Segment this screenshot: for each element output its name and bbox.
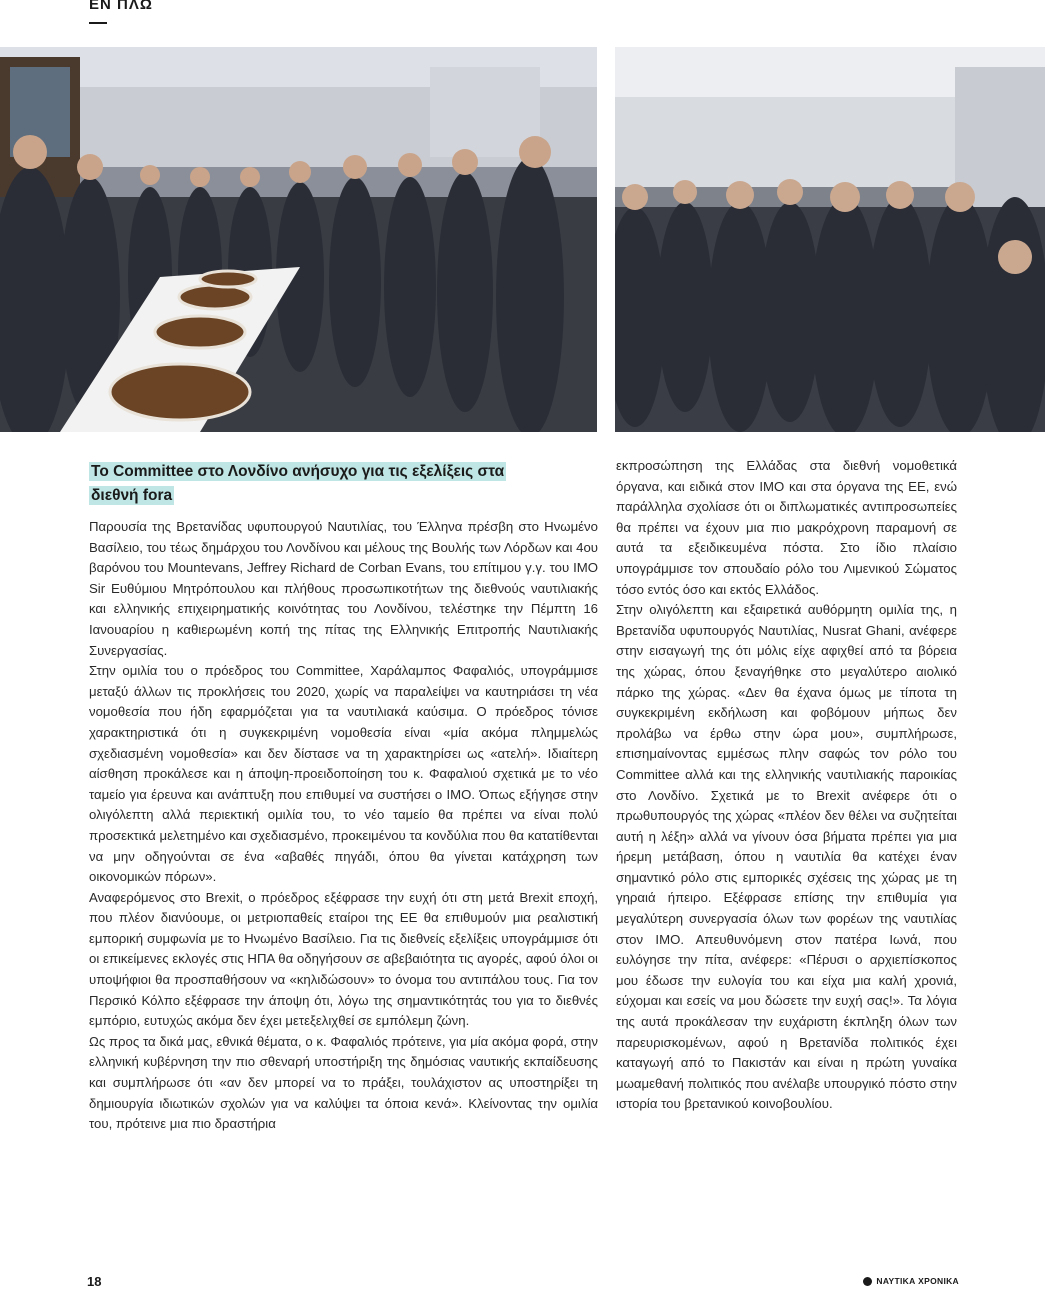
paragraph: Παρουσία της Βρετανίδας υφυπουργού Ναυτιλίας, του Έλληνα πρέσβη στο Ηνωμένο Βασίλειο, του τέως δημάρχου του Λονδίνου και μέλους της Βουλής των Λόρδων και 4ου βαρόνου του Mountevans, Jeffrey Richard de Corban Evans, του επίτιμου γ.γ. του ΙΜΟ Sir Ευθύμιου Μητρόπουλου και πλήθους προσωπικοτήτων της διεθνούς ναυτιλιακής και ελληνικής επιχειρηματικής κοινότητας του Λονδίνου, τελέστηκε την Πέμπτη 16 Ιανουαρίου η καθιερωμένη κοπή της πίτας της Ελληνικής Επιτροπής Ναυτιλιακής Συνεργασίας. [89,519,598,658]
footer-brand [863,1276,959,1286]
paragraph: Αναφερόμενος στο Brexit, ο πρόεδρος εξέφρασε την ευχή ότι στη μετά Brexit εποχή, που πλέον διανύουμε, οι μετριοπαθείς εταίροι της ΕΕ θα επιθυμούν μια ρεαλιστική εμπορική συμφωνία με το Ηνωμένο Βασίλειο. Για τις διεθνείς εξελίξεις υπογράμμισε ότι οι επικείμενες εκλογές στις ΗΠΑ θα οδηγήσουν σε αβεβαιότητα τις αγορές, αφού όλοι οι υποψήφιοι θα προσπαθήσουν να «κηλιδώσουν» το όνομα του αντιπάλου τους. Για τον Περσικό Κόλπο εξέφρασε την άποψη ότι, λόγω της σημαντικότητάς του για το διεθνές εμπόριο, ευτυχώς ακόμα δεν έχει μετεξελιχθεί σε εμπόλεμη ζώνη. [89,889,598,1029]
article-headline: Το Committee στο Λονδίνο ανήσυχο για τις εξελίξεις στα διεθνή fora [91,463,505,504]
brand-logo-icon [863,1277,872,1286]
paragraph: Στην ολιγόλεπτη και εξαιρετικά αυθόρμητη ομιλία της, η Βρετανίδα υφυπουργός Ναυτιλίας, Nusrat Ghani, ανέφερε στην εισαγωγή της ότι μόλις είχε αφιχθεί από τα βόρεια της χώρας, όπου ξεναγήθηκε στο μεγαλύτερο αιολικό πάρκο της χώρας. «Δεν θα έχανα όμως με τίποτα τη συγκεκριμένη εκδήλωση και φοβόμουν μήπως δεν προλάβω να έρθω στην ώρα μου», συμπλήρωσε, επισημαίνοντας εμμέσως πλην σαφώς τον ρόλο του Committee αλλά και της ελληνικής ναυτιλιακής παροικίας στο Λονδίνο. Σχετικά με το Brexit ανέφερε ότι ο πρωθυπουργός της χώρας «πλέον δεν θέλει να συζητείται αυτή η λέξη» αλλά να γίνουν όσα βήματα πρέπει για μια ήρεμη μετάβαση, όπου η ναυτιλία θα κατέχει έναν σημαντικό ρόλο στις εμπορικές σχέσεις της χώρας με τη γηραιά ήπειρο. Εξέφρασε επίσης την επιθυμία για μεγαλύτερη συνεργασία όλων των φορέων της ναυτιλίας στον ΙΜΟ. Απευθυνόμενη στον πατέρα Ιωνά, που ευλόγησε την πίτα, ανέφερε: «Πέρυσι ο αρχιεπίσκοπος μου έδωσε την ευλογία του και είχα μια καλή χρονιά, εύχομαι και εσείς να μου δώσετε την ευχή σας!». Τα λόγια της αυτά προκάλεσαν την ευχάριστη έκπληξη όλων των παρευρισκομένων, αφού η Βρετανίδα πολιτικός έχει καταγωγή από το Πακιστάν και είναι η πρώτη γυναίκα μωαμεθανή πολιτικός που ανέλαβε υπουργικό πόστο στην ιστορία του βρετανικού κοινοβουλίου. [616,602,957,1112]
paragraph: Ως προς τα δικά μας, εθνικά θέματα, ο κ. Φαφαλιός πρότεινε, για μία ακόμα φορά, στην ελληνική κυβέρνηση την πιο σθεναρή υποστήριξη της δημόσιας ναυτικής εκπαίδευσης και συμπλήρωσε ότι «αν δεν μπορεί να το πράξει, τουλάχιστον ας υποστηρίξει τη δημιουργία ιδιωτικών σχολών για να καλύψει τα όποια κενά». Κλείνοντας την ομιλία του, πρότεινε μια πιο δραστήρια [89,1033,598,1132]
event-photo-right [615,47,1045,432]
paragraph: εκπροσώπηση της Ελλάδας στα διεθνή νομοθετικά όργανα, και ειδικά στον ΙΜΟ και στα όργανα της ΕΕ, ενώ παράλληλα σχολίασε ότι οι διπλωματικές αντιπροσωπείες θα πρέπει να έχουν μια πιο μακρόχρονη παραμονή σε αυτά τα εξειδικευμένα πόστα. Στο ίδιο πλαίσιο υπογράμμισε τον σπουδαίο ρόλο του Λιμενικού Σώματος τόσο εντός όσο και εκτός Ελλάδος. [616,458,957,597]
paragraph: Στην ομιλία του ο πρόεδρος του Committee, Χαράλαμπος Φαφαλιός, υπογράμμισε μεταξύ άλλων τις προκλήσεις του 2020, χωρίς να παραλείψει να καυτηριάσει τη νέα νομοθεσία που ήδη εφαρμόζεται για τα ναυτιλιακά καύσιμα. Ο πρόεδρος τόνισε χαρακτηριστικά ότι η συγκεκριμένη νομοθεσία είναι «μία ακόμα πλημμελώς σχεδιασμένη νομοθεσία» και δεν δίστασε να τη χαρακτηρίσει ως «ατελή». Ιδιαίτερη αίσθηση προκάλεσε και η άποψη-προειδοποίηση του κ. Φαφαλιού σχετικά με το νέο ταμείο για έρευνα και ανάπτυξη που επιθυμεί να συστήσει ο ΙΜΟ. Όπως εξήγησε στην ολιγόλεπτη αλλά περιεκτική ομιλία του, το νέο ταμείο θα πρέπει να είναι πολύ προσεκτικά μελετημένο και σχεδιασμένο, προκειμένου τα κονδύλια που θα κατατίθενται να μην οδηγούνται σε ένα «αβαθές πηγάδι, όπου θα γίνεται κατάχρηση των οικονομικών πόρων». [89,663,598,885]
section-rule [89,22,107,24]
section-tag: ΕΝ ΠΛΩ [89,0,153,13]
event-photo-left-image [0,47,597,432]
event-photo-left [0,47,597,432]
brand-name: ΝΑΥΤΙΚΑ ΧΡΟΝΙΚΑ [876,1276,959,1286]
article-column-left [89,517,598,1135]
headline-wrap [89,460,509,508]
event-photo-right-image [615,47,1045,432]
article-column-right [616,456,957,1115]
page-number: 18 [87,1274,102,1289]
